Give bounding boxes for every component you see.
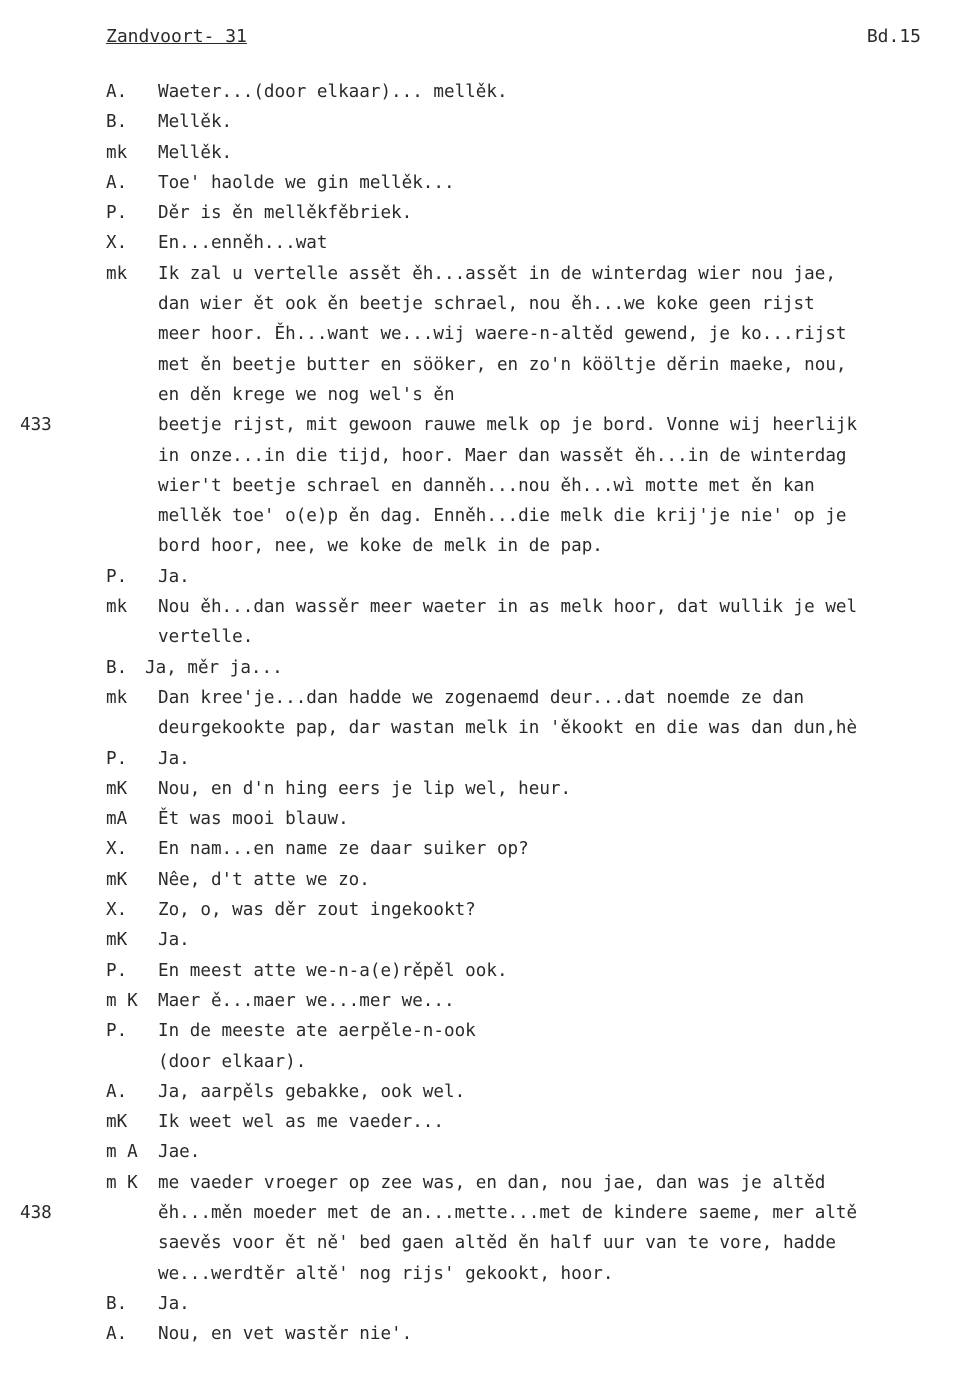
utterance-text: Jae. bbox=[158, 1142, 201, 1163]
utterance-text: meer hoor. Ěh...want we...wij waere-n-altěd gewend, je ko...rijst bbox=[158, 324, 847, 345]
transcript-line bbox=[0, 350, 973, 380]
utterance-text: Nou, en vet wastěr nie'. bbox=[158, 1324, 413, 1345]
utterance-text: Ja, aarpěls gebakke, ook wel. bbox=[158, 1081, 466, 1102]
speaker-label: m K bbox=[106, 1172, 138, 1193]
utterance-text: (door elkaar). bbox=[158, 1051, 307, 1072]
transcript-line bbox=[0, 895, 973, 925]
speaker-label: B. bbox=[106, 657, 128, 678]
speaker-label: A. bbox=[106, 1081, 128, 1102]
transcript-line bbox=[0, 804, 973, 834]
speaker-label: P. bbox=[106, 566, 128, 587]
utterance-text: Maer ě...maer we...mer we... bbox=[158, 990, 455, 1011]
transcript-line bbox=[0, 713, 973, 743]
transcript-line bbox=[0, 1198, 973, 1228]
utterance-text: Děr is ěn mellěkfěbriek. bbox=[158, 203, 413, 224]
speaker-label: mk bbox=[106, 687, 128, 708]
transcript-line bbox=[0, 380, 973, 410]
utterance-text: wier't beetje schrael en danněh...nou ěh...wì motte met ěn kan bbox=[158, 475, 815, 496]
speaker-label: mk bbox=[106, 263, 128, 284]
utterance-text: mellěk toe' o(e)p ěn dag. Enněh...die melk die krij'je nie' op je bbox=[158, 506, 847, 527]
transcript-line bbox=[0, 1016, 973, 1046]
transcript-line bbox=[0, 1319, 973, 1349]
transcript-line bbox=[0, 683, 973, 713]
speaker-label: X. bbox=[106, 233, 128, 254]
utterance-text: En meest atte we-n-a(e)rěpěl ook. bbox=[158, 960, 508, 981]
transcript-line bbox=[0, 925, 973, 955]
line-number-mark: 438 bbox=[20, 1202, 52, 1223]
transcript-line bbox=[0, 168, 973, 198]
utterance-text: Mellěk. bbox=[158, 112, 233, 133]
transcript-line bbox=[0, 77, 973, 107]
speaker-label: P. bbox=[106, 1021, 128, 1042]
utterance-text: dan wier ět ook ěn beetje schrael, nou ěh...we koke geen rijst bbox=[158, 294, 815, 315]
transcript-line bbox=[0, 774, 973, 804]
transcript-line bbox=[0, 410, 973, 440]
utterance-text: in onze...in die tijd, hoor. Maer dan wassět ěh...in de winterdag bbox=[158, 445, 847, 466]
transcript-line bbox=[0, 1047, 973, 1077]
line-number-mark: 433 bbox=[20, 415, 52, 436]
transcript-line bbox=[0, 1168, 973, 1198]
transcript-line bbox=[0, 1228, 973, 1258]
speaker-label: m A bbox=[106, 1142, 138, 1163]
transcript-line bbox=[0, 471, 973, 501]
transcript-line bbox=[0, 1137, 973, 1167]
utterance-text: Nou, en d'n hing eers je lip wel, heur. bbox=[158, 778, 572, 799]
transcript-line bbox=[0, 1259, 973, 1289]
transcript-line bbox=[0, 198, 973, 228]
speaker-label: A. bbox=[106, 1324, 128, 1345]
speaker-label: P. bbox=[106, 960, 128, 981]
utterance-text: Nou ěh...dan wassěr meer waeter in as melk hoor, dat wullik je wel bbox=[158, 597, 858, 618]
transcript-line bbox=[0, 653, 973, 683]
speaker-label: m K bbox=[106, 990, 138, 1011]
transcript-line bbox=[0, 1289, 973, 1319]
utterance-text: En nam...en name ze daar suiker op? bbox=[158, 839, 529, 860]
speaker-label: mK bbox=[106, 1112, 128, 1133]
speaker-label: mk bbox=[106, 597, 128, 618]
transcript-line bbox=[0, 1107, 973, 1137]
transcript-line bbox=[0, 107, 973, 137]
speaker-label: A. bbox=[106, 82, 128, 102]
utterance-text: In de meeste ate aerpěle-n-ook bbox=[158, 1021, 476, 1042]
transcript-line bbox=[0, 865, 973, 895]
transcript-line bbox=[0, 441, 973, 471]
transcript-line bbox=[0, 592, 973, 622]
utterance-text: Waeter...(door elkaar)... mellěk. bbox=[158, 82, 508, 102]
speaker-label: mK bbox=[106, 778, 128, 799]
utterance-text: Ik zal u vertelle assět ěh...assět in de winterdag wier nou jae, bbox=[158, 263, 836, 284]
utterance-text: me vaeder vroeger op zee was, en dan, nou jae, dan was je altěd bbox=[158, 1172, 826, 1193]
utterance-text: En...enněh...wat bbox=[158, 233, 328, 254]
page-header-title: Zandvoort- 31 bbox=[106, 26, 247, 47]
speaker-label: mA bbox=[106, 809, 128, 830]
utterance-text: saevěs voor ět ně' bed gaen altěd ěn half uur van te vore, hadde bbox=[158, 1233, 836, 1254]
speaker-label: X. bbox=[106, 900, 128, 921]
utterance-text: Mellěk. bbox=[158, 142, 233, 163]
utterance-text: met ěn beetje butter en sööker, en zo'n kööltje děrin maeke, nou, bbox=[158, 354, 847, 375]
transcript-line bbox=[0, 289, 973, 319]
utterance-text: deurgekookte pap, dar wastan melk in 'ěkookt en die was dan dun,hè bbox=[158, 718, 858, 739]
transcript-line bbox=[0, 319, 973, 349]
utterance-text: Toe' haolde we gin mellěk... bbox=[158, 172, 455, 193]
transcript-line bbox=[0, 986, 973, 1016]
utterance-text: Ja. bbox=[158, 566, 190, 587]
speaker-label: X. bbox=[106, 839, 128, 860]
utterance-text: Ja. bbox=[158, 930, 190, 951]
speaker-label: B. bbox=[106, 1293, 128, 1314]
transcript-line bbox=[0, 956, 973, 986]
utterance-text: ěh...měn moeder met de an...mette...met de kindere saeme, mer altě bbox=[158, 1202, 858, 1223]
utterance-text: Dan kree'je...dan hadde we zogenaemd deur...dat noemde ze dan bbox=[158, 687, 805, 708]
transcript-line bbox=[0, 744, 973, 774]
utterance-text: Ja, měr ja... bbox=[145, 657, 283, 678]
utterance-text: beetje rijst, mit gewoon rauwe melk op je bord. Vonne wij heerlijk bbox=[158, 415, 858, 436]
speaker-label: mK bbox=[106, 930, 128, 951]
utterance-text: Ět was mooi blauw. bbox=[158, 809, 349, 830]
transcript-line bbox=[0, 138, 973, 168]
utterance-text: bord hoor, nee, we koke de melk in de pap. bbox=[158, 536, 603, 557]
transcript-line bbox=[0, 531, 973, 561]
speaker-label: P. bbox=[106, 748, 128, 769]
speaker-label: A. bbox=[106, 172, 128, 193]
utterance-text: en děn krege we nog wel's ěn bbox=[158, 384, 455, 405]
utterance-text: Ik weet wel as me vaeder... bbox=[158, 1112, 444, 1133]
speaker-label: P. bbox=[106, 203, 128, 224]
transcript-line bbox=[0, 1077, 973, 1107]
transcript-line bbox=[0, 228, 973, 258]
speaker-label: mK bbox=[106, 869, 128, 890]
utterance-text: Zo, o, was děr zout ingekookt? bbox=[158, 900, 476, 921]
speaker-label: mk bbox=[106, 142, 128, 163]
page-number: Bd.15 bbox=[866, 26, 921, 47]
transcript-body bbox=[0, 77, 973, 1349]
transcript-line bbox=[0, 562, 973, 592]
speaker-label: B. bbox=[106, 112, 128, 133]
utterance-text: vertelle. bbox=[158, 627, 254, 648]
transcript-line bbox=[0, 501, 973, 531]
utterance-text: Nêe, d't atte we zo. bbox=[158, 869, 370, 890]
utterance-text: we...werdtěr altě' nog rijs' gekookt, hoor. bbox=[158, 1263, 614, 1284]
utterance-text: Ja. bbox=[158, 1293, 190, 1314]
transcript-line bbox=[0, 622, 973, 652]
transcript-line bbox=[0, 834, 973, 864]
utterance-text: Ja. bbox=[158, 748, 190, 769]
transcript-line bbox=[0, 259, 973, 289]
